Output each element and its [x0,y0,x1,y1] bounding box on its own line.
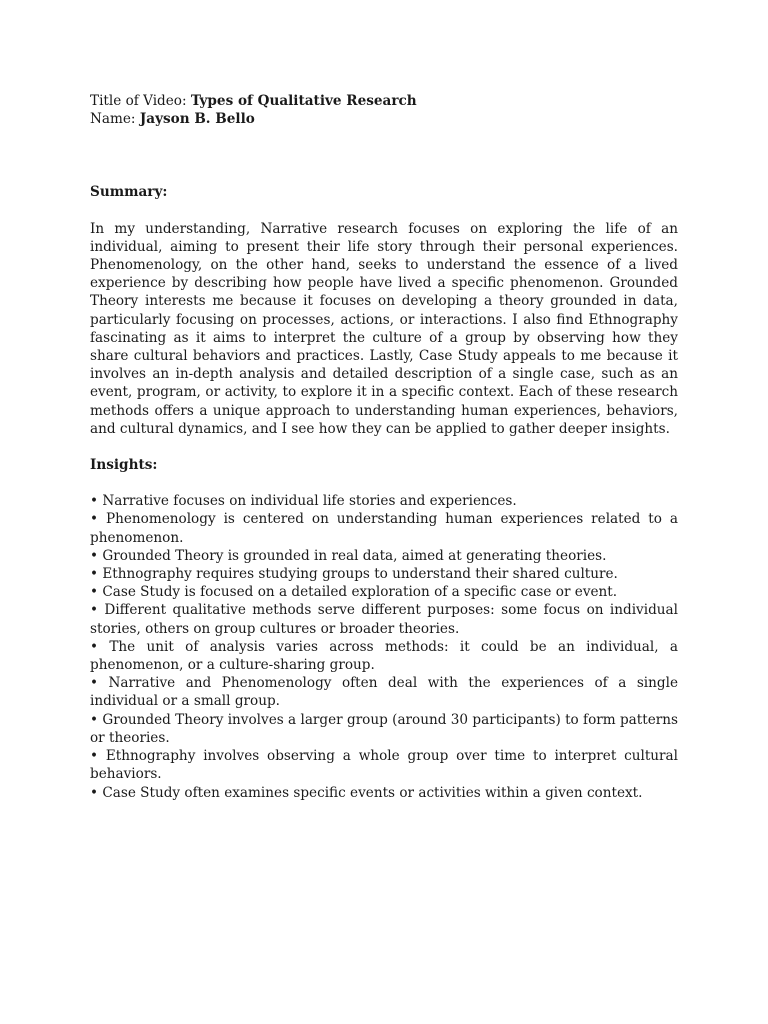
insight-item: • Ethnography involves observing a whole group over time to interpret cultural behaviors. [90,748,678,783]
video-title-value: Types of Qualitative Research [190,93,417,109]
insight-item: • Ethnography requires studying groups to understand their shared culture. [90,566,618,583]
insight-item: • Grounded Theory is grounded in real data, aimed at generating theories. [90,547,607,564]
summary-paragraph: In my understanding, Narrative research focuses on exploring the life of an individual, aiming to present their life story through their personal experiences. Phenomenology, on the other hand, seeks to understand the essence of a lived experience by describing how people have lived a specific phenomenon. Grounded Theory interests me because it focuses on developing a theory grounded in data, particularly focusing on processes, actions, or interactions. I also find Ethnography fascinating as it aims to interpret the culture of a group by observing how they share cultural behaviors and practices. Lastly, Case Study appeals to me because it involves an in-depth analysis and detailed description of a single case, such as an event, program, or activity, to explore it in a specific context. Each of these research methods offers a unique approach to understanding human experiences, behaviors, and cultural dynamics, and I see how they can be applied to gather deeper insights. [90,220,678,437]
insight-item: • Narrative and Phenomenology often deal with the experiences of a single individual or a small group. [90,675,678,710]
video-title-label: Title of Video: [90,93,187,109]
insights-heading: Insights: [90,457,158,474]
insight-item: • Case Study often examines specific events or activities within a given context. [90,784,643,801]
insight-item: • Narrative focuses on individual life stories and experiences. [90,493,517,510]
summary-heading: Summary: [90,184,168,201]
author-name-label: Name: [90,111,136,128]
insight-item: • Case Study is focused on a detailed exploration of a specific case or event. [90,584,618,601]
insight-item: • The unit of analysis varies across methods: it could be an individual, a phenomenon, or a culture-sharing group. [90,638,678,674]
insights-list [90,492,678,801]
author-name-value: Jayson B. Bello [139,111,255,128]
insight-item: • Grounded Theory involves a larger group (around 30 participants) to form patterns or theories. [90,711,678,746]
document-page [90,92,678,802]
author-name-line [90,110,678,128]
insight-item: • Different qualitative methods serve different purposes: some focus on individual stories, others on group cultures or broader theories. [90,602,678,637]
insight-item: • Phenomenology is centered on understanding human experiences related to a phenomenon. [90,511,678,546]
video-title-line [90,92,678,110]
